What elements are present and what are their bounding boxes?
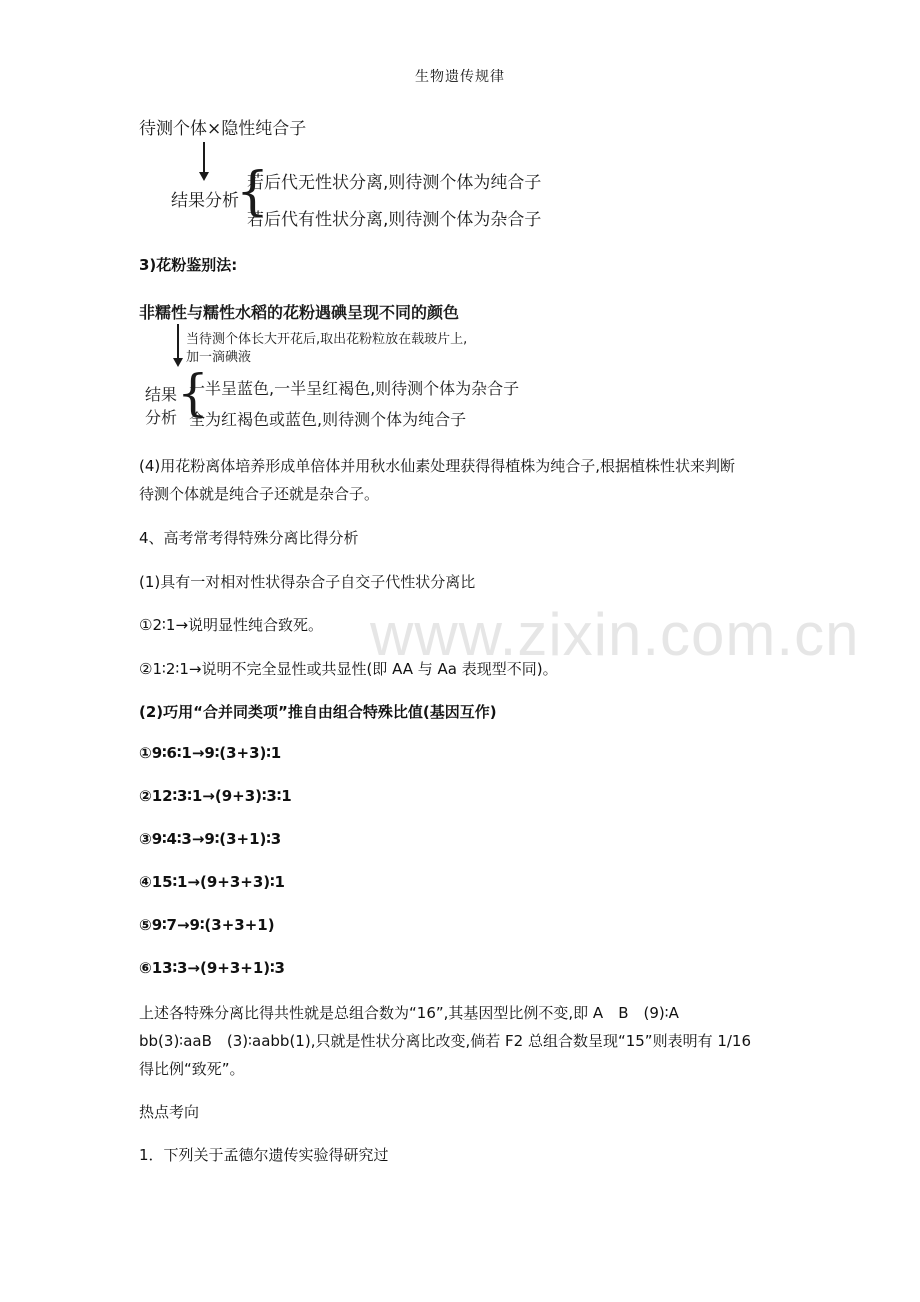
brace-icon: { bbox=[236, 162, 270, 222]
result-analysis-label: 结果分析 bbox=[171, 191, 239, 211]
step-text-2: 加一滴碘液 bbox=[186, 350, 252, 365]
testcross-diagram bbox=[139, 112, 542, 232]
summary-line-2: bb(3)∶aaB (3)∶aabb(1),只就是性状分离比改变,倘若 F2 总组合数呈现“15”则表明有 1/16 bbox=[139, 1032, 752, 1050]
result-line-1: 一半呈蓝色,一半呈红褐色,则待测个体为杂合子 bbox=[189, 379, 520, 398]
heading-special-ratios: 4、高考常考得特殊分离比得分析 bbox=[139, 529, 359, 547]
result-line-2: 若后代有性状分离,则待测个体为杂合子 bbox=[247, 210, 542, 230]
subheading-1: (1)具有一对相对性状得杂合子自交子代性状分离比 bbox=[139, 573, 476, 591]
diagram-top-text: 待测个体×隐性纯合子 bbox=[139, 119, 307, 139]
down-arrow-icon bbox=[199, 172, 209, 181]
hot-topics-heading: 热点考向 bbox=[139, 1103, 200, 1121]
result-label-2: 分析 bbox=[145, 408, 178, 427]
summary-line-3: 得比例“致死”。 bbox=[139, 1060, 245, 1078]
summary-line-1: 上述各特殊分离比得共性就是总组合数为“16”,其基因型比例不变,即 A B (9)∶A bbox=[139, 1004, 679, 1022]
result-line-1: 若后代无性状分离,则待测个体为纯合子 bbox=[247, 173, 542, 193]
ratio-list-item: ④15∶1→(9+3+3)∶1 bbox=[139, 873, 285, 891]
brace-icon: { bbox=[177, 364, 209, 422]
section-heading-pollen: 3)花粉鉴别法: bbox=[139, 256, 238, 274]
diagram-top-text: 非糯性与糯性水稻的花粉遇碘呈现不同的颜色 bbox=[139, 303, 460, 322]
page-header: 生物遗传规律 bbox=[415, 69, 505, 85]
paragraph-4-line-1: (4)用花粉离体培养形成单倍体并用秋水仙素处理获得得植株为纯合子,根据植株性状来判断 bbox=[139, 457, 736, 475]
ratio-item-1: ①2∶1→说明显性纯合致死。 bbox=[139, 616, 324, 634]
ratio-list-item: ①9∶6∶1→9∶(3+3)∶1 bbox=[139, 744, 282, 762]
watermark: www.zixin.com.cn bbox=[370, 601, 860, 668]
pollen-diagram bbox=[139, 298, 539, 438]
paragraph-4-line-2: 待测个体就是纯合子还就是杂合子。 bbox=[139, 485, 380, 503]
ratio-list-item: ②12∶3∶1→(9+3)∶3∶1 bbox=[139, 787, 292, 805]
down-arrow-line bbox=[203, 142, 205, 174]
step-text-1: 当待测个体长大开花后,取出花粉粒放在载玻片上, bbox=[186, 332, 468, 347]
ratio-list-item: ⑥13∶3→(9+3+1)∶3 bbox=[139, 959, 285, 977]
ratio-item-2: ②1∶2∶1→说明不完全显性或共显性(即 AA 与 Aa 表现型不同)。 bbox=[139, 660, 558, 678]
down-arrow-line bbox=[177, 324, 179, 360]
ratio-list-item: ③9∶4∶3→9∶(3+1)∶3 bbox=[139, 830, 282, 848]
ratio-list-item: ⑤9∶7→9∶(3+3+1) bbox=[139, 916, 275, 934]
result-label-1: 结果 bbox=[145, 385, 178, 404]
question-1: 1．下列关于孟德尔遗传实验得研究过 bbox=[139, 1146, 389, 1164]
subheading-2: (2)巧用“合并同类项”推自由组合特殊比值(基因互作) bbox=[139, 703, 497, 721]
result-line-2: 全为红褐色或蓝色,则待测个体为纯合子 bbox=[189, 410, 467, 429]
